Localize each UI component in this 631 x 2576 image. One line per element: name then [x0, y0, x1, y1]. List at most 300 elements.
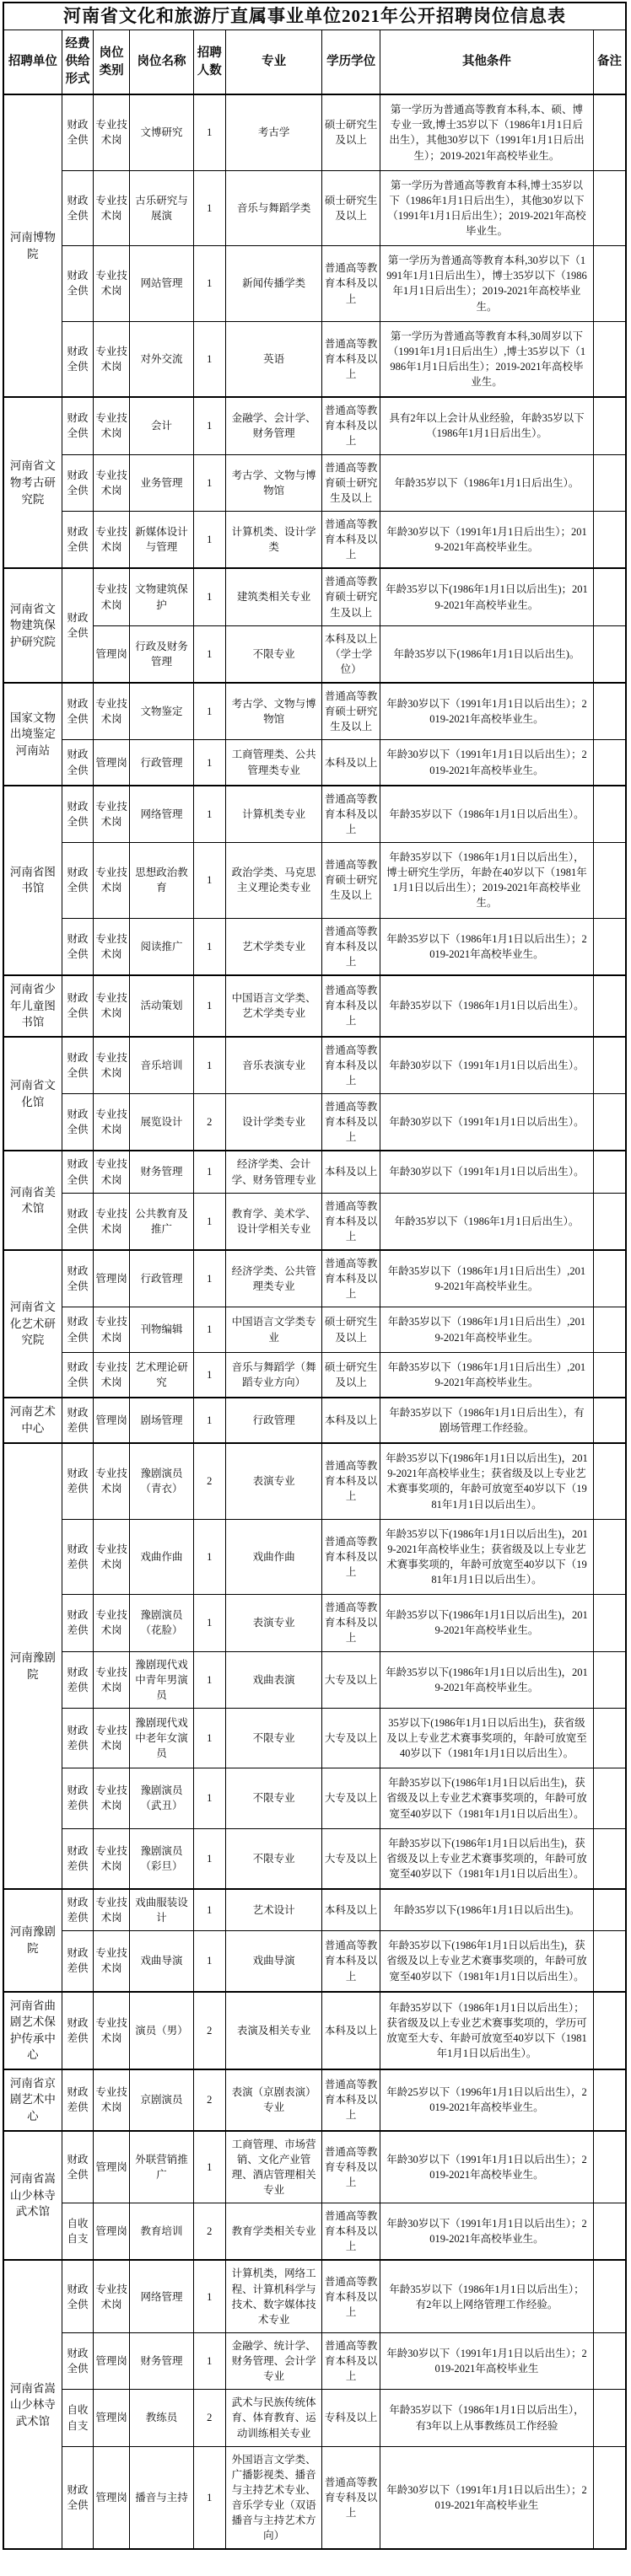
category-cell: 专业技术岗 — [94, 170, 130, 246]
table-body — [3, 94, 626, 2549]
col-header-remark: 备注 — [594, 30, 626, 95]
col-header-category: 岗位类别 — [94, 30, 130, 95]
category-cell: 专业技术岗 — [94, 1307, 130, 1352]
table-row — [3, 1443, 626, 1519]
other-conditions-cell: 年龄35岁以下（1986年1月1日以后出生）。 — [380, 975, 593, 1037]
major-cell: 表演专业 — [225, 1443, 322, 1519]
remark-cell — [594, 1768, 626, 1828]
education-cell: 普通高等教育本科及以上 — [322, 1037, 380, 1094]
remark-cell — [594, 975, 626, 1037]
position-cell: 文博研究 — [130, 94, 193, 170]
remark-cell — [594, 2203, 626, 2261]
remark-cell — [594, 1443, 626, 1519]
education-cell: 硕士研究生及以上 — [322, 94, 380, 170]
position-cell: 网络管理 — [130, 786, 193, 843]
table-row — [3, 1352, 626, 1398]
table-row — [3, 1595, 626, 1651]
education-cell: 普通高等教育本科及以上 — [322, 1519, 380, 1595]
remark-cell — [594, 397, 626, 454]
count-cell: 1 — [193, 786, 225, 843]
education-cell: 本科及以上（学士学位） — [322, 625, 380, 683]
category-cell: 专业技术岗 — [94, 568, 130, 625]
major-cell: 行政管理 — [225, 1398, 322, 1443]
other-conditions-cell: 第一学历为普通高等教育本科,博士35岁以下（1986年1月1日后出生），其他30岁以下（1991年1月1日后出生）；2019-2021年高校毕业生。 — [380, 170, 593, 246]
other-conditions-cell: 年龄35岁以下(1986年1月1日以后出生)。 — [380, 625, 593, 683]
other-conditions-cell: 年龄30岁以下（1991年1月1日以后出生）；2019-2021年高校毕业生。 — [380, 2131, 593, 2203]
major-cell: 计算机类专业 — [225, 786, 322, 843]
remark-cell — [594, 1352, 626, 1398]
unit-cell: 河南豫剧院 — [3, 1889, 62, 1992]
position-cell: 文物鉴定 — [130, 683, 193, 740]
education-cell: 普通高等教育本科及以上 — [322, 2069, 380, 2131]
count-cell: 2 — [193, 2069, 225, 2131]
position-cell: 戏曲服装设计 — [130, 1889, 193, 1931]
unit-cell: 河南省嵩山少林寺武术馆 — [3, 2260, 62, 2549]
education-cell: 硕士研究生及以上 — [322, 1352, 380, 1398]
position-cell: 网络管理 — [130, 2260, 193, 2332]
position-cell: 艺术理论研究 — [130, 1352, 193, 1398]
major-cell: 艺术学类专业 — [225, 918, 322, 975]
category-cell: 专业技术岗 — [94, 397, 130, 454]
major-cell: 建筑类相关专业 — [225, 568, 322, 625]
count-cell: 1 — [193, 2446, 225, 2549]
other-conditions-cell: 年龄35岁以下（1986年1月1日后出生）,2019-2021年高校毕业生。 — [380, 1352, 593, 1398]
table-row — [3, 397, 626, 454]
other-conditions-cell: 第一学历为普通高等教育本科,本、硕、博专业一致,博士35岁以下（1986年1月1日后出生），其他30岁以下（1991年1月1日后出生）；2019-2021年高校毕业生。 — [380, 94, 593, 170]
count-cell: 1 — [193, 1931, 225, 1992]
position-cell: 豫剧演员（武丑） — [130, 1768, 193, 1828]
major-cell: 考古学、文物与博物馆 — [225, 683, 322, 740]
position-cell: 豫剧现代戏中青年男演员 — [130, 1651, 193, 1708]
col-header-count: 招聘人数 — [193, 30, 225, 95]
category-cell: 专业技术岗 — [94, 1037, 130, 1094]
position-cell: 业务管理 — [130, 454, 193, 511]
count-cell: 1 — [193, 568, 225, 625]
major-cell: 外国语言文学类、广播影视类、播音与主持艺术专业、音乐学专业（双语播音与主持艺术方向） — [225, 2446, 322, 2549]
count-cell: 1 — [193, 1250, 225, 1307]
funding-cell: 自收自支 — [62, 2390, 93, 2446]
funding-cell: 财政全供 — [62, 1250, 93, 1307]
major-cell: 不限专业 — [225, 1828, 322, 1889]
other-conditions-cell: 第一学历为普通高等教育本科,30周岁以下（1991年1月1日后出生）,博士35岁以下（1986年1月1日后出生）；2019-2021年高校毕业生。 — [380, 321, 593, 397]
count-cell: 1 — [193, 1519, 225, 1595]
table-row — [3, 2332, 626, 2389]
category-cell: 管理岗 — [94, 2203, 130, 2261]
education-cell: 本科及以上 — [322, 1398, 380, 1443]
category-cell: 管理岗 — [94, 2446, 130, 2549]
other-conditions-cell: 年龄35岁以下（1986年1月1日后出生）。 — [380, 1193, 593, 1250]
position-cell: 豫剧现代戏中老年女演员 — [130, 1708, 193, 1768]
funding-cell: 财政差供 — [62, 1828, 93, 1889]
count-cell: 2 — [193, 1992, 225, 2069]
education-cell: 本科及以上 — [322, 1992, 380, 2069]
count-cell: 1 — [193, 740, 225, 786]
category-cell: 专业技术岗 — [94, 1193, 130, 1250]
category-cell: 专业技术岗 — [94, 1094, 130, 1151]
table-row — [3, 2446, 626, 2549]
position-cell: 阅读推广 — [130, 918, 193, 975]
count-cell: 1 — [193, 1651, 225, 1708]
major-cell: 戏曲表演 — [225, 1651, 322, 1708]
major-cell: 不限专业 — [225, 1768, 322, 1828]
unit-cell: 河南省嵩山少林寺武术馆 — [3, 2131, 62, 2261]
count-cell: 2 — [193, 1094, 225, 1151]
unit-cell: 河南省文物考古研究院 — [3, 397, 62, 568]
count-cell: 1 — [193, 321, 225, 397]
count-cell: 1 — [193, 511, 225, 568]
education-cell: 普通高等教育本科及以上 — [322, 1443, 380, 1519]
category-cell: 专业技术岗 — [94, 786, 130, 843]
funding-cell: 财政差供 — [62, 1931, 93, 1992]
table-row — [3, 511, 626, 568]
count-cell: 1 — [193, 683, 225, 740]
education-cell: 本科及以上 — [322, 1151, 380, 1193]
remark-cell — [594, 2446, 626, 2549]
remark-cell — [594, 94, 626, 170]
position-cell: 会计 — [130, 397, 193, 454]
other-conditions-cell: 年龄30岁以下（1991年1月1日后出生）；2019-2021年高校毕业生。 — [380, 511, 593, 568]
category-cell: 专业技术岗 — [94, 2260, 130, 2332]
education-cell: 普通高等教育硕士研究生及以上 — [322, 454, 380, 511]
other-conditions-cell: 具有2年以上会计从业经验，年龄35岁以下（1986年1月1日后出生）。 — [380, 397, 593, 454]
major-cell: 表演及相关专业 — [225, 1992, 322, 2069]
table-row — [3, 454, 626, 511]
major-cell: 音乐与舞蹈学类 — [225, 170, 322, 246]
education-cell: 大专及以上 — [322, 1651, 380, 1708]
table-row — [3, 2131, 626, 2203]
table-row — [3, 1094, 626, 1151]
position-cell: 行政及财务管理 — [130, 625, 193, 683]
remark-cell — [594, 1992, 626, 2069]
remark-cell — [594, 918, 626, 975]
category-cell: 专业技术岗 — [94, 321, 130, 397]
recruitment-table — [3, 2, 627, 2550]
other-conditions-cell: 第一学历为普通高等教育本科,30岁以下（1991年1月1日后出生），博士35岁以下（1986年1月1日后出生）；2019-2021年高校毕业生。 — [380, 246, 593, 322]
count-cell: 1 — [193, 2260, 225, 2332]
other-conditions-cell: 35岁以下(1986年1月1日以后出生)，获省级及以上专业艺术赛事奖项的，年龄可放宽至40岁以下（1981年1月1日以后出生）。 — [380, 1708, 593, 1768]
education-cell: 本科及以上 — [322, 1889, 380, 1931]
funding-cell: 财政全供 — [62, 843, 93, 919]
education-cell: 普通高等教育本科及以上 — [322, 1931, 380, 1992]
col-header-position: 岗位名称 — [130, 30, 193, 95]
education-cell: 大专及以上 — [322, 1768, 380, 1828]
count-cell: 1 — [193, 1352, 225, 1398]
position-cell: 公共教育及推广 — [130, 1193, 193, 1250]
major-cell: 戏曲导演 — [225, 1931, 322, 1992]
category-cell: 专业技术岗 — [94, 511, 130, 568]
category-cell: 专业技术岗 — [94, 1768, 130, 1828]
education-cell: 大专及以上 — [322, 1708, 380, 1768]
category-cell: 专业技术岗 — [94, 94, 130, 170]
remark-cell — [594, 1931, 626, 1992]
unit-cell: 国家文物出境鉴定河南站 — [3, 683, 62, 786]
education-cell: 普通高等教育本科及以上 — [322, 246, 380, 322]
position-cell: 豫剧演员（彩旦） — [130, 1828, 193, 1889]
education-cell: 硕士研究生及以上 — [322, 170, 380, 246]
education-cell: 普通高等教育本科及以上 — [322, 2260, 380, 2332]
category-cell: 专业技术岗 — [94, 2069, 130, 2131]
funding-cell: 财政全供 — [62, 1352, 93, 1398]
table-row — [3, 1193, 626, 1250]
other-conditions-cell: 年龄35岁以下(1986年1月1日以后出生)，2019-2021年高校毕业生；获省级及以上专业艺术赛事奖项的，年龄可放宽至40岁以下（1981年1月1日以后出生）。 — [380, 1519, 593, 1595]
table-row — [3, 170, 626, 246]
count-cell: 1 — [193, 1037, 225, 1094]
category-cell: 管理岗 — [94, 625, 130, 683]
table-row — [3, 1250, 626, 1307]
table-row — [3, 1519, 626, 1595]
table-row — [3, 2069, 626, 2131]
category-cell: 管理岗 — [94, 1398, 130, 1443]
category-cell: 专业技术岗 — [94, 1519, 130, 1595]
position-cell: 新媒体设计与管理 — [130, 511, 193, 568]
remark-cell — [594, 568, 626, 625]
major-cell: 金融学、统计学、财务管理、会计学专业 — [225, 2332, 322, 2389]
major-cell: 表演（京剧表演）专业 — [225, 2069, 322, 2131]
count-cell: 1 — [193, 1398, 225, 1443]
table-row — [3, 1651, 626, 1708]
remark-cell — [594, 2260, 626, 2332]
table-row — [3, 1828, 626, 1889]
other-conditions-cell: 年龄35岁以下（1986年1月1日后出生）。 — [380, 454, 593, 511]
major-cell: 中国语言文学类专业 — [225, 1307, 322, 1352]
remark-cell — [594, 1193, 626, 1250]
count-cell: 1 — [193, 454, 225, 511]
count-cell: 1 — [193, 1193, 225, 1250]
table-row — [3, 975, 626, 1037]
position-cell: 思想政治教育 — [130, 843, 193, 919]
education-cell: 普通高等教育本科及以上 — [322, 975, 380, 1037]
other-conditions-cell: 年龄30岁以下（1991年1月1日以后出生）；2019-2021年高校毕业生。 — [380, 683, 593, 740]
count-cell: 1 — [193, 397, 225, 454]
remark-cell — [594, 1094, 626, 1151]
position-cell: 播音与主持 — [130, 2446, 193, 2549]
count-cell: 1 — [193, 1708, 225, 1768]
position-cell: 展览设计 — [130, 1094, 193, 1151]
remark-cell — [594, 1151, 626, 1193]
education-cell: 普通高等教育本科及以上 — [322, 1193, 380, 1250]
position-cell: 对外交流 — [130, 321, 193, 397]
category-cell: 专业技术岗 — [94, 843, 130, 919]
major-cell: 计算机类，网络工程、计算机科学与技术、数字媒体技术专业 — [225, 2260, 322, 2332]
table-row — [3, 918, 626, 975]
unit-cell: 河南省文化艺术研究院 — [3, 1250, 62, 1398]
funding-cell: 财政全供 — [62, 511, 93, 568]
funding-cell: 自收自支 — [62, 2203, 93, 2261]
major-cell: 不限专业 — [225, 625, 322, 683]
remark-cell — [594, 170, 626, 246]
funding-cell: 财政全供 — [62, 2131, 93, 2203]
category-cell: 专业技术岗 — [94, 454, 130, 511]
education-cell: 普通高等教育专科及以上 — [322, 2131, 380, 2203]
remark-cell — [594, 454, 626, 511]
position-cell: 刊物编辑 — [130, 1307, 193, 1352]
other-conditions-cell: 年龄35岁以下（1986年1月1日以后出生），博士研究生学历，年龄在40岁以下（1981年1月1日以后出生）；2019-2021年高校毕业生。 — [380, 843, 593, 919]
count-cell: 2 — [193, 2203, 225, 2261]
col-header-major: 专业 — [225, 30, 322, 95]
remark-cell — [594, 1828, 626, 1889]
count-cell: 1 — [193, 1595, 225, 1651]
table-row — [3, 1398, 626, 1443]
table-row — [3, 1151, 626, 1193]
unit-cell: 河南豫剧院 — [3, 1443, 62, 1889]
count-cell: 1 — [193, 843, 225, 919]
funding-cell: 财政全供 — [62, 1151, 93, 1193]
education-cell: 本科及以上 — [322, 740, 380, 786]
major-cell: 考古学 — [225, 94, 322, 170]
unit-cell: 河南省文物建筑保护研究院 — [3, 568, 62, 683]
education-cell: 普通高等教育专科及以上 — [322, 2446, 380, 2549]
major-cell: 表演专业 — [225, 1595, 322, 1651]
funding-cell: 财政全供 — [62, 1037, 93, 1094]
education-cell: 普通高等教育本科及以上 — [322, 511, 380, 568]
other-conditions-cell: 年龄35岁以下(1986年1月1日以后出生)，2019-2021年高校毕业生。 — [380, 1651, 593, 1708]
major-cell: 考古学、文物与博物馆 — [225, 454, 322, 511]
table-row — [3, 321, 626, 397]
position-cell: 音乐培训 — [130, 1037, 193, 1094]
other-conditions-cell: 年龄35岁以下(1986年1月1日以后出生)，获省级及以上专业艺术赛事奖项的，年龄可放宽至40岁以下（1981年1月1日以后出生）。 — [380, 1768, 593, 1828]
other-conditions-cell: 年龄35岁以下（1986年1月1日以后出生）；有2年以上网络管理工作经验。 — [380, 2260, 593, 2332]
category-cell: 专业技术岗 — [94, 918, 130, 975]
education-cell: 普通高等教育硕士研究生及以上 — [322, 843, 380, 919]
count-cell: 1 — [193, 1151, 225, 1193]
count-cell: 1 — [193, 1307, 225, 1352]
category-cell: 管理岗 — [94, 2390, 130, 2446]
count-cell: 1 — [193, 1828, 225, 1889]
major-cell: 设计学类专业 — [225, 1094, 322, 1151]
education-cell: 普通高等教育本科及以上 — [322, 786, 380, 843]
category-cell: 管理岗 — [94, 2131, 130, 2203]
category-cell: 专业技术岗 — [94, 1651, 130, 1708]
table-row — [3, 94, 626, 170]
unit-cell: 河南省图书馆 — [3, 786, 62, 975]
category-cell: 专业技术岗 — [94, 1151, 130, 1193]
position-cell: 文物建筑保护 — [130, 568, 193, 625]
count-cell: 1 — [193, 1889, 225, 1931]
table-row — [3, 568, 626, 625]
category-cell: 专业技术岗 — [94, 1992, 130, 2069]
major-cell: 计算机类、设计学类 — [225, 511, 322, 568]
education-cell: 普通高等教育本科及以上 — [322, 321, 380, 397]
remark-cell — [594, 843, 626, 919]
other-conditions-cell: 年龄30岁以下（1991年1月1日以后出生）。 — [380, 1094, 593, 1151]
category-cell: 管理岗 — [94, 1250, 130, 1307]
position-cell: 财务管理 — [130, 2332, 193, 2389]
remark-cell — [594, 1651, 626, 1708]
table-row — [3, 1307, 626, 1352]
table-row — [3, 1992, 626, 2069]
funding-cell: 财政全供 — [62, 397, 93, 454]
remark-cell — [594, 246, 626, 322]
other-conditions-cell: 年龄35岁以下（1986年1月1日后出生）,2019-2021年高校毕业生。 — [380, 1250, 593, 1307]
category-cell: 专业技术岗 — [94, 246, 130, 322]
col-header-education: 学历学位 — [322, 30, 380, 95]
other-conditions-cell: 年龄35岁以下(1986年1月1日以后出生)，2019-2021年高校毕业生。 — [380, 1595, 593, 1651]
col-header-unit: 招聘单位 — [3, 30, 62, 95]
education-cell: 普通高等教育本科及以上 — [322, 397, 380, 454]
other-conditions-cell: 年龄30岁以下（1991年1月1日以后出生）；2019-2021年高校毕业生。 — [380, 740, 593, 786]
other-conditions-cell: 年龄35岁以下（1986年1月1日以后出生）。 — [380, 786, 593, 843]
major-cell: 经济学类、公共管理类专业 — [225, 1250, 322, 1307]
col-header-funding: 经费供给形式 — [62, 30, 93, 95]
table-row — [3, 2390, 626, 2446]
major-cell: 教育学类相关专业 — [225, 2203, 322, 2261]
major-cell: 不限专业 — [225, 1708, 322, 1768]
funding-cell: 财政差供 — [62, 1992, 93, 2069]
other-conditions-cell: 年龄25岁以下（1996年1月1日以后出生），2019-2021年高校毕业生。 — [380, 2069, 593, 2131]
major-cell: 武术与民族传统体育、体育教育、运动训练相关专业 — [225, 2390, 322, 2446]
count-cell: 2 — [193, 2390, 225, 2446]
major-cell: 新闻传播学类 — [225, 246, 322, 322]
remark-cell — [594, 1519, 626, 1595]
count-cell: 2 — [193, 1443, 225, 1519]
unit-cell: 河南省少年儿童图书馆 — [3, 975, 62, 1037]
funding-cell: 财政全供 — [62, 170, 93, 246]
education-cell: 普通高等教育本科及以上 — [322, 2332, 380, 2389]
funding-cell: 财政差供 — [62, 1708, 93, 1768]
count-cell: 1 — [193, 1768, 225, 1828]
page-title: 河南省文化和旅游厅直属事业单位2021年公开招聘岗位信息表 — [3, 3, 626, 30]
title-row — [3, 3, 626, 30]
funding-cell: 财政全供 — [62, 246, 93, 322]
major-cell: 金融学、会计学、财务管理 — [225, 397, 322, 454]
count-cell: 1 — [193, 2131, 225, 2203]
remark-cell — [594, 511, 626, 568]
unit-cell: 河南艺术中心 — [3, 1398, 62, 1443]
funding-cell: 财政全供 — [62, 918, 93, 975]
count-cell: 1 — [193, 975, 225, 1037]
major-cell: 政治学类、马克思主义理论类专业 — [225, 843, 322, 919]
other-conditions-cell: 年龄30岁以下（1991年1月1日以后出生）；2019-2021年高校毕业生。 — [380, 2203, 593, 2261]
category-cell: 专业技术岗 — [94, 1708, 130, 1768]
remark-cell — [594, 1307, 626, 1352]
unit-cell: 河南省美术馆 — [3, 1151, 62, 1250]
other-conditions-cell: 年龄35岁以下（1986年1月1日后出生），有剧场管理工作经验。 — [380, 1398, 593, 1443]
education-cell: 专科及以上 — [322, 2390, 380, 2446]
remark-cell — [594, 1889, 626, 1931]
major-cell: 音乐与舞蹈学（舞蹈专业方向） — [225, 1352, 322, 1398]
funding-cell: 财政差供 — [62, 1398, 93, 1443]
position-cell: 财务管理 — [130, 1151, 193, 1193]
remark-cell — [594, 1250, 626, 1307]
funding-cell: 财政差供 — [62, 2069, 93, 2131]
remark-cell — [594, 2131, 626, 2203]
funding-cell: 财政差供 — [62, 1889, 93, 1931]
count-cell: 1 — [193, 2332, 225, 2389]
education-cell: 普通高等教育本科及以上 — [322, 1250, 380, 1307]
unit-cell: 河南省京剧艺术中心 — [3, 2069, 62, 2131]
count-cell: 1 — [193, 918, 225, 975]
funding-cell: 财政差供 — [62, 1768, 93, 1828]
remark-cell — [594, 1708, 626, 1768]
other-conditions-cell: 年龄35岁以下(1986年1月1日以后出生)。 — [380, 1889, 593, 1931]
position-cell: 戏曲导演 — [130, 1931, 193, 1992]
table-row — [3, 843, 626, 919]
position-cell: 剧场管理 — [130, 1398, 193, 1443]
remark-cell — [594, 786, 626, 843]
education-cell: 硕士研究生及以上 — [322, 1307, 380, 1352]
category-cell: 专业技术岗 — [94, 1828, 130, 1889]
position-cell: 豫剧演员（花脸） — [130, 1595, 193, 1651]
other-conditions-cell: 年龄30岁以下（1991年1月1日以后出生）；2019-2021年高校毕业生 — [380, 2446, 593, 2549]
table-row — [3, 786, 626, 843]
remark-cell — [594, 1595, 626, 1651]
count-cell: 1 — [193, 94, 225, 170]
education-cell: 普通高等教育本科及以上 — [322, 1094, 380, 1151]
major-cell: 戏曲作曲 — [225, 1519, 322, 1595]
funding-cell: 财政全供 — [62, 568, 93, 683]
category-cell: 专业技术岗 — [94, 1595, 130, 1651]
position-cell: 古乐研究与展演 — [130, 170, 193, 246]
